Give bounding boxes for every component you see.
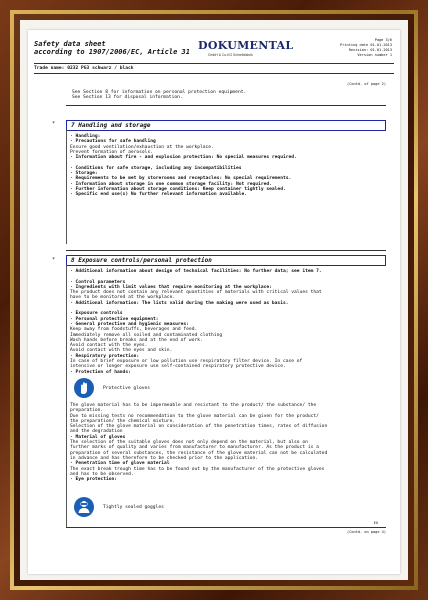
text-line: · Conditions for safe storage, including any incompatibilities — [70, 165, 242, 171]
sds-subtitle: according to 1907/2006/EC, Article 31 — [34, 48, 190, 56]
text-line: and the degradation — [70, 429, 123, 435]
footer-contd: (Contd. on page 4) — [347, 530, 386, 534]
section-7-body — [70, 134, 297, 198]
text-line: in advance and has therefore to be checked prior to the application. — [70, 455, 259, 461]
section-7-margin-line — [66, 130, 67, 244]
text-line: intensive or longer exposure use self-contained respiratory protective device. — [70, 364, 286, 370]
company-logo: DOKUMENTAL — [198, 39, 294, 52]
text-line: preparation of several substances, the resistance of the glove material can not be calculated — [70, 450, 328, 456]
text-line: · Ingredients with limit values that require monitoring at the workplace: — [70, 284, 272, 290]
divider — [66, 250, 386, 251]
text-line: Ensure good ventilation/exhaustion at the workplace. — [70, 144, 214, 150]
trade-name-divider — [34, 73, 394, 74]
contd-top: (Contd. of page 2) — [347, 82, 386, 86]
pre-line: See Section 13 for disposal information. — [72, 95, 183, 101]
text-line: · Personal protective equipment: — [70, 316, 159, 322]
text-line: and has to be observed. — [70, 471, 134, 477]
text-line: The product does not contain any relevant quantities of materials with critical values that — [70, 290, 322, 296]
footer-code: EU — [373, 521, 378, 525]
text-line: Selection of the glove material on consideration of the penetration times, rates of diffusion — [70, 424, 328, 430]
text-line: Keep away from foodstuffs, beverages and feed. — [70, 327, 198, 333]
text-line: have to be monitored at the workplace. — [70, 295, 176, 301]
text-line: · Additional information: The lists valid during the making were used as basis. — [70, 300, 289, 306]
text-line: · Exposure controls — [70, 311, 123, 317]
text-line: The selection of the suitable gloves does not only depend on the material, but also on — [70, 440, 308, 446]
text-line: · Protection of hands: — [70, 369, 131, 375]
text-line: further marks of quality and varies from manufacturer to manufacturer. As the product is a — [70, 445, 319, 451]
sds-title: Safety data sheet — [34, 40, 106, 48]
text-line: Wash hands before breaks and at the end of work. — [70, 337, 203, 343]
revision-date: Revision: 01.01.2013 — [348, 48, 392, 52]
text-line: · Additional information about design of technical facilities: No further data; see item 7. — [70, 269, 322, 274]
text-line: · Precautions for safe handling — [70, 139, 156, 145]
section-8-header — [66, 255, 386, 266]
change-marker: * — [52, 257, 56, 263]
text-line: · Specific end use(s) No further relevant information available. — [70, 192, 248, 198]
text-line: preparation. — [70, 408, 104, 414]
company-logo-sub: GmbH & Co.KG Schreibfabrik — [208, 53, 253, 57]
page-number: Page 3/6 — [374, 38, 392, 42]
section-7-title: 7 Handling and storage — [71, 121, 151, 129]
section-8-body-2 — [70, 403, 327, 482]
text-line: Avoid contact with the eyes and skin. — [70, 348, 173, 354]
text-line: · Respiratory protection: — [70, 353, 140, 359]
protective-gloves-icon — [74, 378, 94, 398]
text-line: The exact break trough time has to be found out by the manufacturer of the protective gloves — [70, 466, 325, 472]
text-line: · Information about fire - and explosion protection: No special measures required. — [70, 155, 297, 161]
header-divider — [34, 63, 394, 64]
goggles-icon — [74, 497, 94, 517]
gloves-label: Protective gloves — [103, 386, 151, 391]
version-number: Version number 1 — [357, 53, 392, 57]
text-line: · Eye protection: — [70, 477, 118, 483]
text-line: Immediately remove all soiled and contaminated clothing — [70, 332, 223, 338]
text-line: The glove material has to be impermeable and resistant to the product/ the substance/ the — [70, 403, 317, 408]
section-8-title: 8 Exposure controls/personal protection — [71, 256, 212, 264]
document-page — [28, 30, 400, 574]
text-line: · Requirements to be met by storerooms and receptacles: No special requirements. — [70, 176, 292, 182]
pre-line: See Section 8 for information on personal protection equipment. — [72, 90, 247, 95]
goggles-label: Tightly sealed goggles — [103, 505, 164, 510]
footer-divider — [66, 527, 386, 528]
text-line: the preparation/ the chemical mixture. — [70, 418, 176, 424]
text-line: In case of brief exposure or low pollution use respiratory filter device. In case of — [70, 359, 303, 365]
divider — [66, 105, 386, 106]
text-line: Due to missing tests no recommendation to the glove material can be given for the product/ — [70, 413, 319, 419]
text-line: · Further information about storage conditions: Keep container tightly sealed. — [70, 186, 286, 192]
text-line: · General protective and hygienic measures: — [70, 321, 189, 327]
text-line: · Handling: — [70, 134, 101, 139]
text-line: Avoid contact with the eyes. — [70, 343, 148, 349]
trade-name: Trade name: 0232 PG3 schwarz / black — [34, 66, 134, 71]
printing-date: Printing date 01.01.2013 — [340, 43, 392, 47]
text-line: · Information about storage in one common storage facility: Not required. — [70, 181, 272, 187]
text-line: Prevent formation of aerosols. — [70, 149, 153, 155]
section-8-margin-line — [66, 265, 67, 527]
section-8-body — [70, 269, 322, 375]
section-7-header — [66, 120, 386, 131]
text-line: · Material of gloves — [70, 434, 126, 440]
text-line: · Control parameters — [70, 279, 126, 285]
pre-lines — [72, 90, 246, 101]
text-line: · Penetration time of glove material — [70, 461, 170, 467]
change-marker: * — [52, 121, 56, 127]
text-line: · Storage: — [70, 171, 98, 177]
